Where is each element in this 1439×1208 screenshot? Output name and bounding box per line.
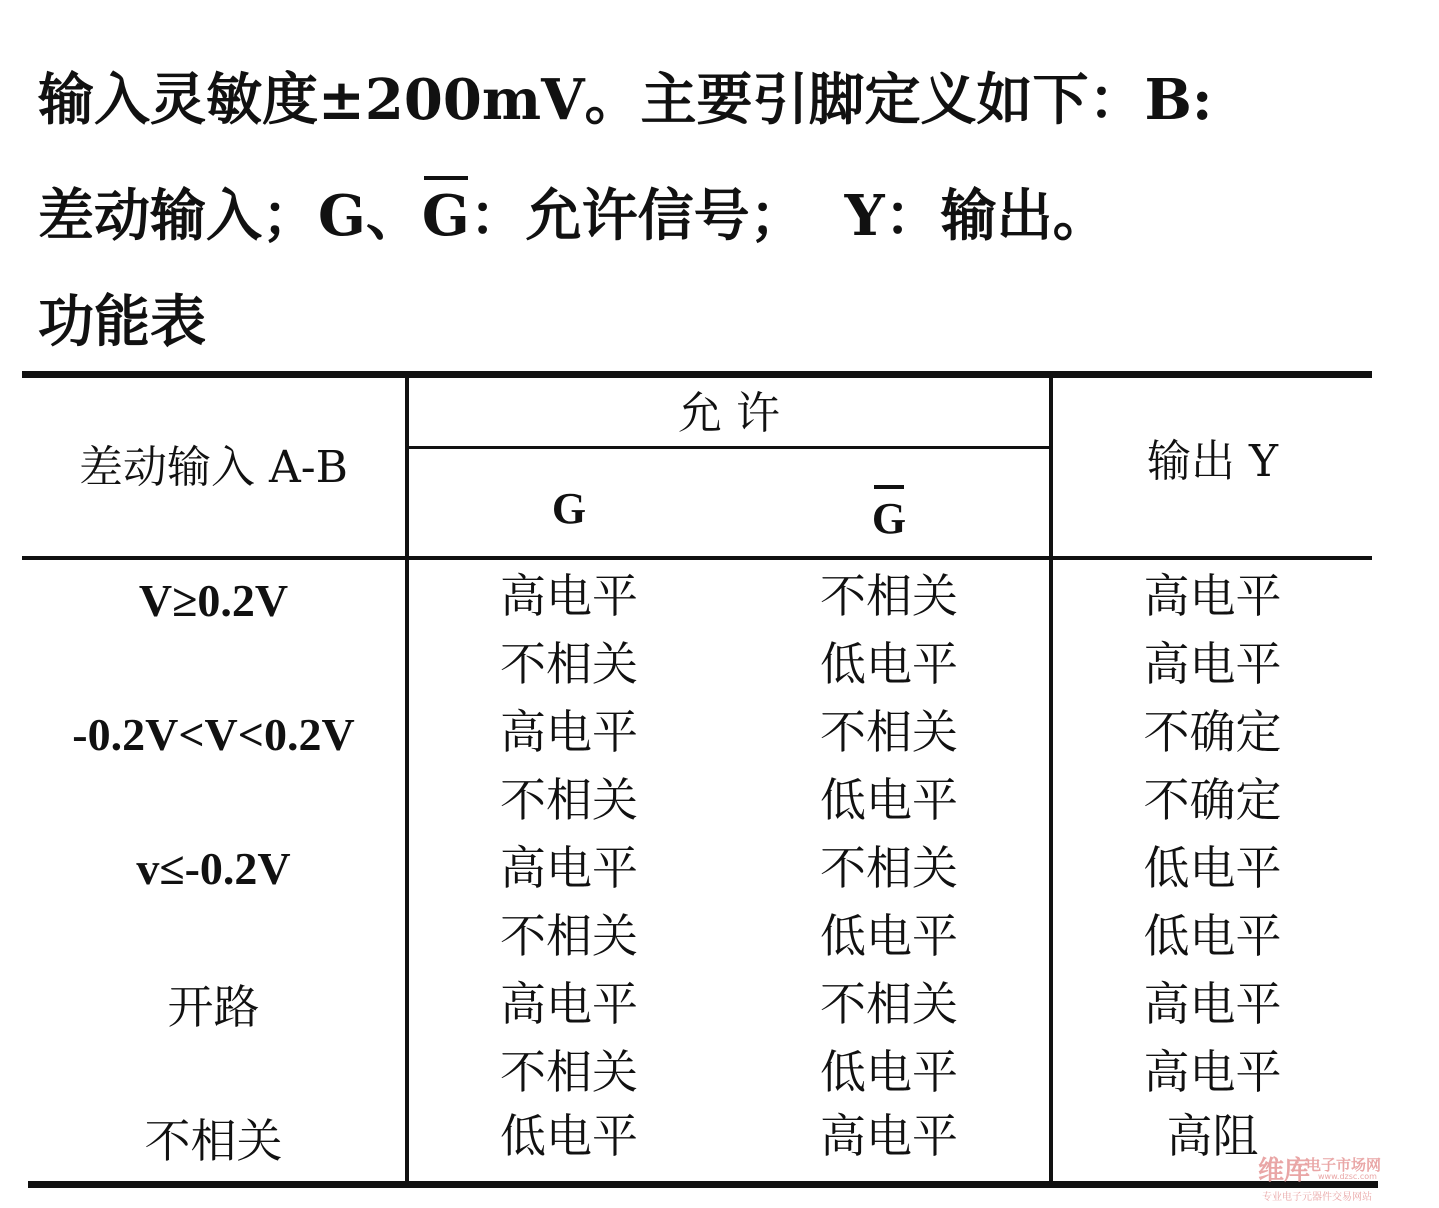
cell-output: 不确定 xyxy=(1143,773,1282,827)
cell-g-bar: 低电平 xyxy=(820,909,958,963)
cell-g: 不相关 xyxy=(500,909,638,963)
cell-g-bar: 不相关 xyxy=(820,841,958,895)
watermark xyxy=(1258,1150,1438,1208)
cell-g: 不相关 xyxy=(500,1045,638,1099)
table-caption: 功能表 xyxy=(38,289,206,355)
header-output: 输出 Y xyxy=(1146,436,1279,487)
cell-g: 高电平 xyxy=(500,705,638,759)
cell-output: 不确定 xyxy=(1143,705,1282,759)
table-bottom-rule xyxy=(28,1181,1378,1188)
cell-g-bar: 低电平 xyxy=(820,637,958,691)
cell-g-bar: 不相关 xyxy=(820,977,958,1031)
cell-g-bar: 低电平 xyxy=(820,1045,958,1099)
cell-g: 低电平 xyxy=(500,1109,638,1163)
cell-g: 不相关 xyxy=(500,637,638,691)
header-g-bar xyxy=(729,494,1049,543)
intro-line-2 xyxy=(38,183,1109,249)
diff-group: 开路 xyxy=(167,980,260,1034)
cell-output: 高电平 xyxy=(1143,637,1282,691)
cell-output: 高电平 xyxy=(1143,1045,1282,1099)
header-separator xyxy=(22,556,1372,560)
cell-output: 低电平 xyxy=(1143,841,1282,895)
watermark-tagline: 专业电子元器件交易网站 xyxy=(1262,1192,1372,1203)
header-enable: 允 许 xyxy=(678,388,780,439)
cell-g: 高电平 xyxy=(500,569,638,623)
cell-g-bar: 低电平 xyxy=(820,773,958,827)
intro-line-2-suffix: ：允许信号； Y：输出。 xyxy=(469,183,1109,249)
header-g-bar-symbol: G xyxy=(871,494,907,543)
cell-g: 不相关 xyxy=(500,773,638,827)
cell-output: 高电平 xyxy=(1143,569,1282,623)
header-g: G xyxy=(551,484,587,533)
cell-output: 高电平 xyxy=(1143,977,1282,1031)
enable-subheader-line xyxy=(408,446,1053,449)
intro-line-1: 输入灵敏度±200mV。主要引脚定义如下：B: xyxy=(38,67,1213,133)
diff-group: V≥0.2V xyxy=(138,575,289,626)
cell-g: 高电平 xyxy=(500,977,638,1031)
diff-group: v≤-0.2V xyxy=(136,843,291,894)
cell-output: 低电平 xyxy=(1143,909,1282,963)
cell-output: 高阻 xyxy=(1166,1109,1259,1163)
table-top-rule xyxy=(22,371,1372,378)
diff-group: -0.2V<V<0.2V xyxy=(72,709,355,760)
watermark-logo: 维库 xyxy=(1258,1156,1311,1186)
cell-g-bar: 不相关 xyxy=(820,569,958,623)
g-bar-symbol: G xyxy=(421,183,470,249)
diff-group: 不相关 xyxy=(144,1114,283,1168)
watermark-url: www.dzsc.com xyxy=(1318,1172,1377,1181)
cell-g-bar: 高电平 xyxy=(820,1109,958,1163)
intro-line-2-prefix: 差动输入；G、 xyxy=(38,183,422,249)
cell-g-bar: 不相关 xyxy=(820,705,958,759)
watermark-title: 电子市场网 xyxy=(1306,1156,1382,1174)
header-diff-input: 差动输入 A-B xyxy=(79,442,348,493)
cell-g: 高电平 xyxy=(500,841,638,895)
